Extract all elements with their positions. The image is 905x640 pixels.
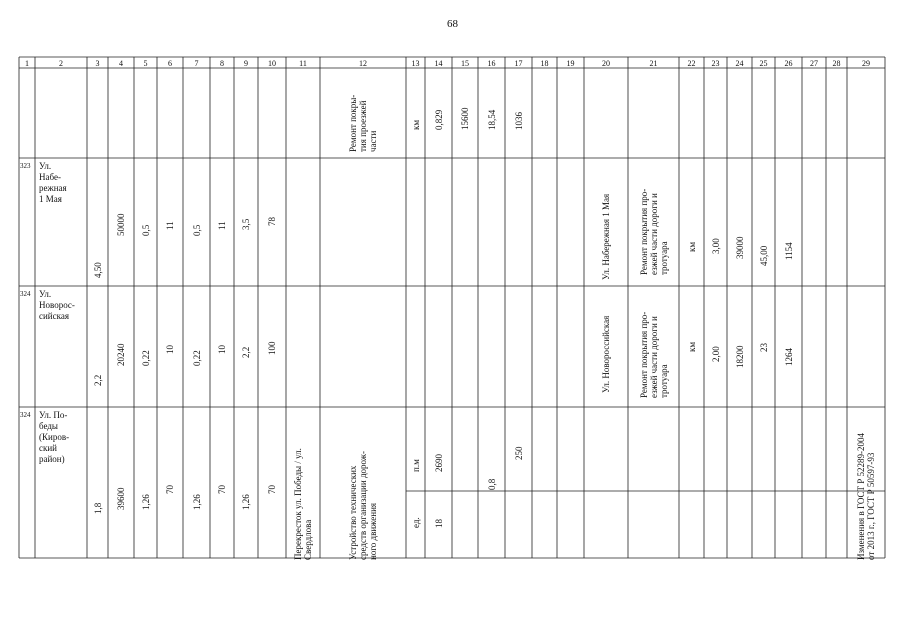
header-col-2: 2: [59, 59, 63, 68]
header-col-15: 15: [461, 59, 469, 68]
header-col-9: 9: [244, 59, 248, 68]
header-col-19: 19: [566, 59, 575, 68]
header-col-5: 5: [143, 59, 148, 68]
header-col-7: 7: [194, 59, 199, 68]
header-col-13: 13: [411, 59, 420, 68]
header-col-1: 1: [25, 59, 29, 68]
header-col-27: 27: [810, 59, 818, 68]
header-col-18: 18: [540, 59, 549, 68]
header-col-12: 12: [359, 59, 367, 68]
header-col-28: 28: [832, 59, 841, 68]
header-col-26: 26: [784, 59, 793, 68]
row-324a-street: Ул. Новорос- сийская: [39, 289, 75, 321]
header-col-20: 20: [602, 59, 610, 68]
header-col-6: 6: [168, 59, 172, 68]
header-col-14: 14: [434, 59, 443, 68]
header-col-4: 4: [119, 59, 123, 68]
row-324b-number: 324: [20, 411, 31, 419]
header-col-11: 11: [299, 59, 307, 68]
header-col-24: 24: [735, 59, 744, 68]
row-324b-street: Ул. По- беды (Киров- ский район): [39, 410, 70, 464]
row-324a-number: 324: [20, 290, 31, 298]
header-col-8: 8: [220, 59, 224, 68]
header-col-16: 16: [487, 59, 496, 68]
row-323-number: 323: [20, 162, 31, 170]
header-col-23: 23: [711, 59, 720, 68]
page-number: 68: [447, 18, 458, 30]
header-col-25: 25: [759, 59, 768, 68]
row-323-street: Ул. Набе- режная 1 Мая: [39, 161, 67, 204]
header-col-29: 29: [862, 59, 870, 68]
header-col-21: 21: [649, 59, 658, 68]
header-col-22: 22: [687, 59, 696, 68]
header-col-3: 3: [95, 59, 100, 68]
header-col-17: 17: [514, 59, 523, 68]
header-col-10: 10: [268, 59, 276, 68]
